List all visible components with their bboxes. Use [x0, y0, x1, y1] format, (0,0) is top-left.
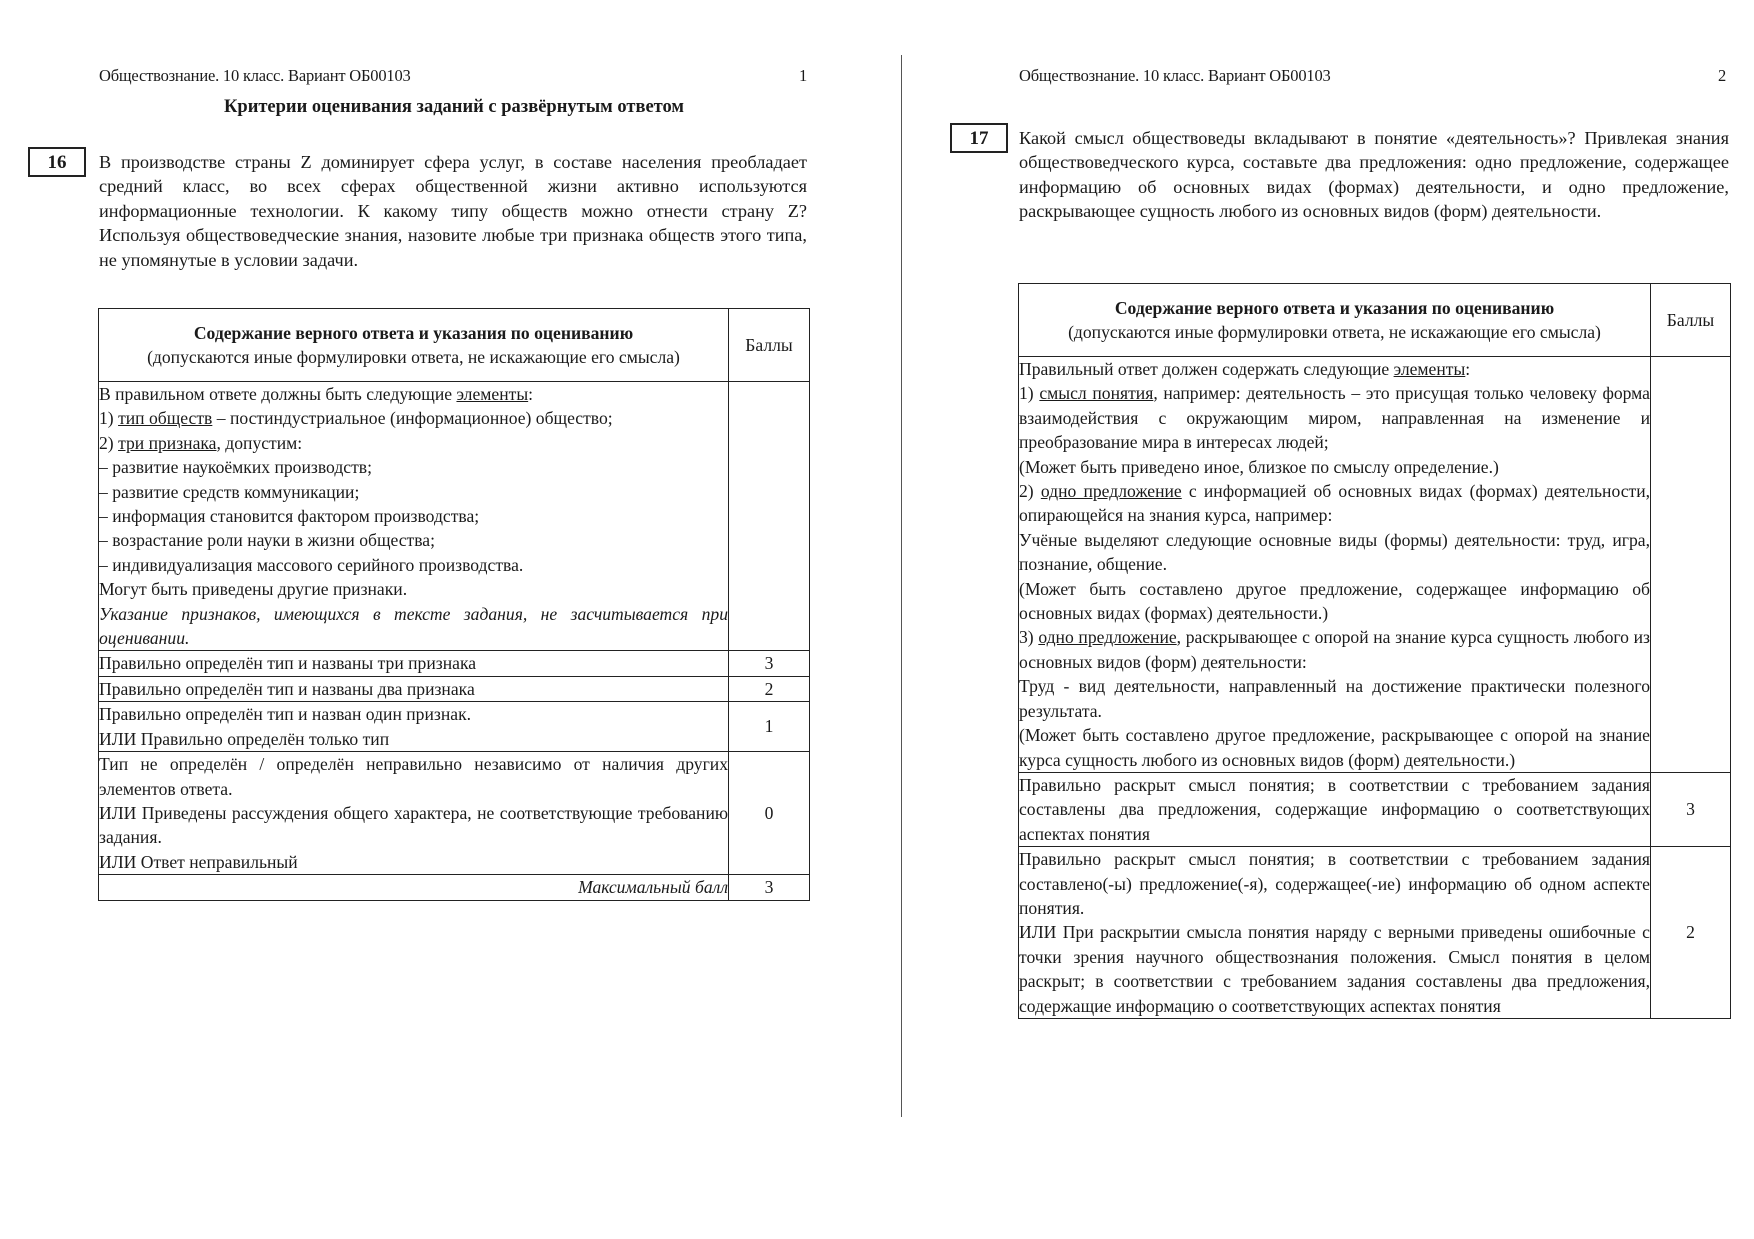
- answer-item-2-example: Учёные выделяют следующие основные виды (формы) деятельности: труд, игра, познание, общение.: [1019, 529, 1650, 575]
- max-score-row: [99, 875, 810, 900]
- criteria-table: [1018, 283, 1731, 1019]
- table-header-content: [99, 309, 729, 382]
- feature-item: – возрастание роли науки в жизни общества;: [99, 530, 436, 551]
- max-score-label: Максимальный балл: [99, 875, 729, 900]
- header-main: Содержание верного ответа и указания по оцениванию: [1114, 297, 1555, 318]
- feature-item: – информация становится фактором производства;: [99, 506, 480, 527]
- score-points: 3: [729, 651, 810, 676]
- answer-other: Могут быть приведены другие признаки.: [99, 579, 408, 600]
- table-header-content: [1019, 284, 1651, 357]
- answer-content: [99, 382, 729, 651]
- answer-row: [99, 382, 810, 651]
- answer-item-2: 2) три признака, допустим:: [99, 432, 303, 453]
- score-criterion: Правильно раскрыт смысл понятия; в соответствии с требованием задания составлены два предложения, содержащие информацию о соответствующих аспектах понятия: [1019, 772, 1651, 846]
- criteria-table: [98, 308, 810, 901]
- score-row: [99, 702, 810, 752]
- answer-item-3-example: Труд - вид деятельности, направленный на достижение практически полезного результата.: [1019, 676, 1650, 721]
- score-criterion: Правильно определён тип и назван один признак. ИЛИ Правильно определён только тип: [99, 702, 729, 752]
- header-sub: (допускаются иные формулировки ответа, не искажающие его смысла): [147, 347, 680, 367]
- score-row: [99, 676, 810, 701]
- page-title: Критерии оценивания заданий с развёрнутым ответом: [223, 97, 685, 117]
- header-points: Баллы: [729, 309, 810, 382]
- score-row: [1019, 847, 1731, 1019]
- answer-intro: В правильном ответе должны быть следующие элементы:: [99, 384, 534, 404]
- answer-item-1: 1) смысл понятия, например: деятельность – это присущая только человеку форма взаимодействия с окружающим миром, направленная на изменение и преобразование мира в интересах людей;: [1019, 383, 1650, 453]
- answer-points-empty: [1651, 357, 1731, 773]
- score-points: 1: [729, 702, 810, 752]
- header-main: Содержание верного ответа и указания по оцениванию: [193, 322, 634, 343]
- score-row: [1019, 772, 1731, 846]
- score-points: 3: [1651, 772, 1731, 846]
- page-header: Обществознание. 10 класс. Вариант ОБ00103: [1019, 66, 1331, 85]
- score-criterion: Правильно раскрыт смысл понятия; в соответствии с требованием задания составлено(-ы) предложение(-я), содержащее(-ие) информацию об одном аспекте понятия. ИЛИ При раскрытии смысла понятия наряду с верными приведены ошибочные с точки зрения научного обществознания положения. Смысл понятия в целом раскрыт; в соответствии с требованием задания составлены два предложения, содержащие информацию о соответствующих аспектах понятия: [1019, 847, 1651, 1019]
- answer-item-2: 2) одно предложение с информацией об основных видах (формах) деятельности, опирающейся на знания курса, например:: [1019, 481, 1651, 526]
- page-number: 1: [799, 66, 808, 85]
- feature-item: – развитие средств коммуникации;: [99, 481, 360, 502]
- question-text: В производстве страны Z доминирует сфера услуг, в составе населения преобладает средний класс, во всех сферах общественной жизни активно используются информационные технологии. К какому типу обществ можно отнести страну Z? Используя обществоведческие знания, назовите любые три признака обществ этого типа, не упомянутые в условии задачи.: [99, 152, 807, 270]
- score-criterion: Тип не определён / определён неправильно независимо от наличия других элементов ответа. ИЛИ Приведены рассуждения общего характера, не соответствующие требованию задания. ИЛИ Ответ неправильный: [99, 752, 729, 875]
- question-number-box: 17: [950, 123, 1008, 153]
- header-sub: (допускаются иные формулировки ответа, не искажающие его смысла): [1068, 322, 1601, 342]
- answer-item-3: 3) одно предложение, раскрывающее с опорой на знание курса сущность любого из основных видов (форм) деятельности:: [1019, 627, 1650, 672]
- answer-item-2-note: (Может быть составлено другое предложение, содержащее информацию об основных видах (формах) деятельности.): [1019, 578, 1650, 624]
- score-points: 0: [729, 752, 810, 875]
- feature-item: – развитие наукоёмких производств;: [99, 457, 372, 478]
- score-criterion: Правильно определён тип и названы два признака: [99, 676, 729, 701]
- answer-item-3-note: (Может быть составлено другое предложение, раскрывающее с опорой на знание курса сущность любого из основных видов (форм) деятельности.): [1019, 725, 1650, 770]
- header-points: Баллы: [1651, 284, 1731, 357]
- answer-row: [1019, 357, 1731, 773]
- feature-item: – индивидуализация массового серийного производства.: [99, 554, 524, 575]
- question-text: Какой смысл обществоведы вкладывают в понятие «деятельность»? Привлекая знания обществоведческого курса, составьте два предложения: одно предложение, содержащее информацию об основных видах (формах) деятельности, и одно предложение, раскрывающее сущность любого из основных видов (форм) деятельности.: [1019, 128, 1729, 222]
- page-2: [902, 0, 1754, 1239]
- question-number-box: 16: [28, 147, 86, 177]
- score-row: [99, 651, 810, 676]
- page-header: Обществознание. 10 класс. Вариант ОБ00103: [99, 66, 411, 85]
- score-points: 2: [1651, 847, 1731, 1019]
- answer-item-1: 1) тип обществ – постиндустриальное (информационное) общество;: [99, 408, 613, 429]
- max-score-points: 3: [729, 875, 810, 900]
- page-number: 2: [1718, 66, 1727, 85]
- answer-content: [1019, 357, 1651, 773]
- answer-intro: Правильный ответ должен содержать следующие элементы:: [1019, 359, 1471, 379]
- answer-item-1-note: (Может быть приведено иное, близкое по смыслу определение.): [1019, 456, 1499, 477]
- score-criterion: Правильно определён тип и названы три признака: [99, 651, 729, 676]
- table-header-row: [99, 309, 810, 382]
- score-row: [99, 752, 810, 875]
- answer-points-empty: [729, 382, 810, 651]
- score-points: 2: [729, 676, 810, 701]
- table-header-row: [1019, 284, 1731, 357]
- answer-note: Указание признаков, имеющихся в тексте задания, не засчитывается при оценивании.: [99, 603, 728, 649]
